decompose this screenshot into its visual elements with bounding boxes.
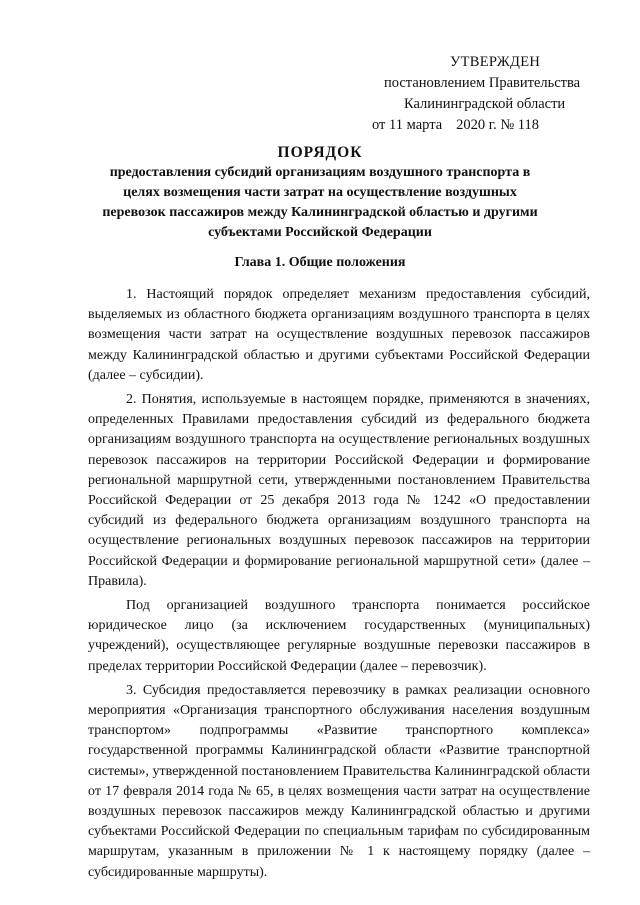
- paragraph-2: 2. Понятия, используемые в настоящем порядке, применяются в значениях, определенных Правилами предоставления субсидий из федерального бюджета организациям воздушного транспорта на осуществление региональных воздушных перевозок пассажиров на территории Российской Федерации и формирование региональной маршрутной сети, утвержденными постановлением Правительства Российской Федерации от 25 декабря 2013 года № 1242 «О предоставлении субсидий из федерального бюджета организациям воздушного транспорта на осуществление региональных воздушных перевозок пассажиров на территории Российской Федерации и формирование региональной маршрутной сети» (далее – Правила).: [88, 392, 590, 589]
- paragraph-4: 3. Субсидия предоставляется перевозчику в рамках реализации основного мероприятия «Организация транспортного обслуживания населения воздушным транспортом» подпрограммы «Развитие транспортного комплекса» государственной программы Калининградской области «Развитие транспортной системы», утвержденной постановлением Правительства Калининградской области от 17 февраля 2014 года № 65, в целях возмещения части затрат на осуществление воздушных перевозок пассажиров между Калининградской областью и другими субъектами Российской Федерации по специальным тарифам по субсидированным маршрутам, указанным в приложении № 1 к настоящему порядку (далее – субсидированные маршруты).: [88, 682, 590, 880]
- approval-title: УТВЕРЖДЕН: [450, 54, 541, 70]
- approval-date-line: [370, 115, 620, 136]
- paragraph-3: Под организацией воздушного транспорта понимается российское юридическое лицо (за исключением государственных (муниципальных) учреждений), осуществляющее регулярные воздушные перевозки пассажиров в пределах территории Российской Федерации (далее – перевозчик).: [88, 598, 590, 674]
- document-title: ПОРЯДОК: [277, 144, 363, 161]
- approval-date-prefix: от: [372, 117, 386, 133]
- approval-line-region: Калининградской области: [404, 96, 566, 112]
- approval-date-day-month: 11 марта: [389, 117, 443, 133]
- chapter-heading: Глава 1. Общие положения: [234, 255, 406, 270]
- approval-date-year: 2020 г. №: [456, 117, 515, 133]
- approval-number: 118: [517, 117, 540, 133]
- document-body: [88, 285, 590, 887]
- paragraph-1: 1. Настоящий порядок определяет механизм предоставления субсидий, выделяемых из областного бюджета организациям воздушного транспорта в целях возмещения части затрат на осуществление воздушных перевозок пассажиров между Калининградской областью и другими субъектами Российской Федерации (далее – субсидии).: [88, 287, 590, 383]
- approval-line-government: постановлением Правительства: [384, 75, 581, 91]
- approval-stamp-block: [370, 52, 620, 136]
- document-subtitle: предоставления субсидий организациям воздушного транспорта в целях возмещения части затрат на осуществление воздушных перевозок пассажиров между Калининградской областью и другими субъектами Российской Федерации: [102, 165, 538, 240]
